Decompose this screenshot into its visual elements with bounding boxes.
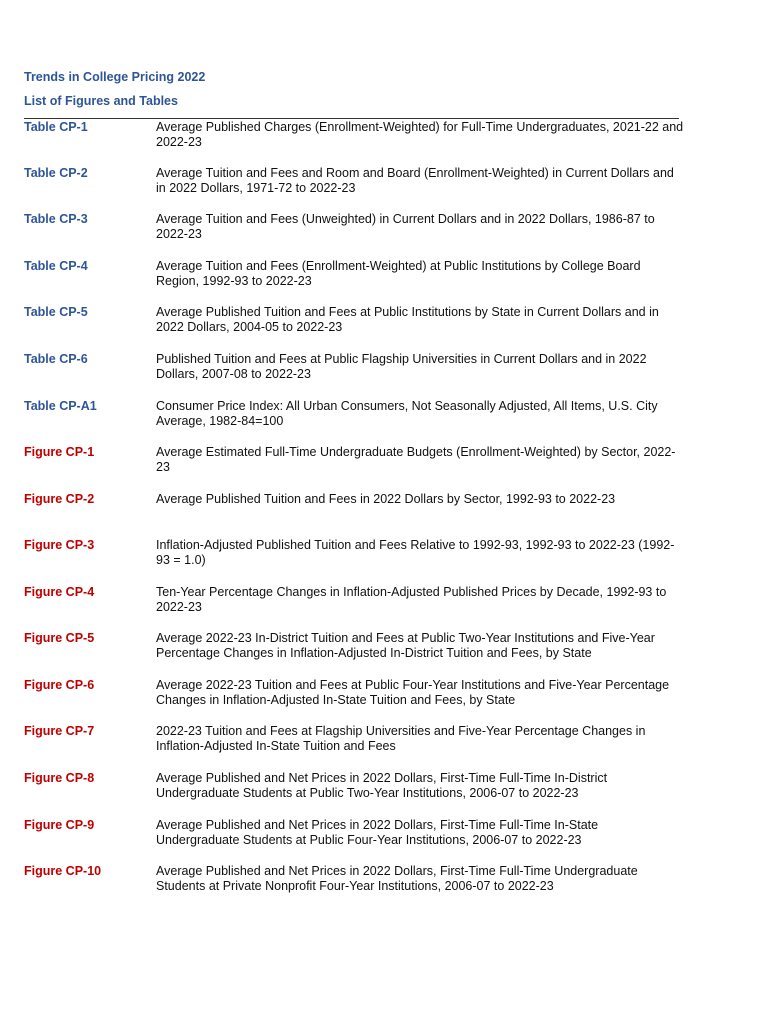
entry-label: Figure CP-2 <box>24 492 95 506</box>
entry-description: Average Published Tuition and Fees in 2022 Dollars by Sector, 1992-93 to 2022-23 <box>156 492 616 506</box>
entry-label: Figure CP-4 <box>24 585 95 599</box>
entry-label: Table CP-A1 <box>24 399 97 413</box>
header-rule <box>24 118 679 119</box>
entry-label: Figure CP-3 <box>24 538 95 552</box>
entry-label: Table CP-1 <box>24 120 88 134</box>
list-item-figure-cp-5 <box>24 631 684 671</box>
list-item-figure-cp-3 <box>24 538 684 578</box>
list-item-figure-cp-10 <box>24 864 684 904</box>
entry-label: Table CP-3 <box>24 212 88 226</box>
list-item-table-cp-6 <box>24 352 684 392</box>
entry-label: Table CP-5 <box>24 305 88 319</box>
entry-description: 2022-23 Tuition and Fees at Flagship Universities and Five-Year Percentage Changes in Inflation-Adjusted In-State Tuition and Fees <box>156 724 646 753</box>
entry-description: Average Tuition and Fees and Room and Board (Enrollment-Weighted) in Current Dollars and in 2022 Dollars, 1971-72 to 2022-23 <box>156 166 674 195</box>
entry-description: Average Estimated Full-Time Undergraduate Budgets (Enrollment-Weighted) by Sector, 2022-23 <box>156 445 676 474</box>
entry-description: Average 2022-23 In-District Tuition and Fees at Public Two-Year Institutions and Five-Year Percentage Changes in Inflation-Adjusted In-District Tuition and Fees, by State <box>156 631 655 660</box>
entry-description: Consumer Price Index: All Urban Consumers, Not Seasonally Adjusted, All Items, U.S. City Average, 1982-84=100 <box>156 399 658 428</box>
list-item-table-cp-3 <box>24 212 684 252</box>
entry-label: Figure CP-7 <box>24 724 95 738</box>
entry-description: Average Published and Net Prices in 2022 Dollars, First-Time Full-Time In-District Undergraduate Students at Public Two-Year Institutions, 2006-07 to 2022-23 <box>156 771 608 800</box>
entry-label: Figure CP-9 <box>24 818 95 832</box>
entry-description: Average 2022-23 Tuition and Fees at Public Four-Year Institutions and Five-Year Percentage Changes in Inflation-Adjusted In-State Tuition and Fees, by State <box>156 678 670 707</box>
list-item-figure-cp-7 <box>24 724 684 764</box>
list-item-table-cp-1 <box>24 120 684 160</box>
list-item-table-cp-4 <box>24 259 684 299</box>
entry-description: Inflation-Adjusted Published Tuition and Fees Relative to 1992-93, 1992-93 to 2022-23 (1992-93 = 1.0) <box>156 538 675 567</box>
entry-label: Figure CP-6 <box>24 678 95 692</box>
entry-label: Table CP-6 <box>24 352 88 366</box>
list-item-figure-cp-6 <box>24 678 684 718</box>
list-heading: List of Figures and Tables <box>24 94 178 108</box>
entry-description: Average Published and Net Prices in 2022 Dollars, First-Time Full-Time Undergraduate Students at Private Nonprofit Four-Year Institutions, 2006-07 to 2022-23 <box>156 864 638 893</box>
entry-description: Published Tuition and Fees at Public Flagship Universities in Current Dollars and in 2022 Dollars, 2007-08 to 2022-23 <box>156 352 647 381</box>
entry-description: Ten-Year Percentage Changes in Inflation-Adjusted Published Prices by Decade, 1992-93 to 2022-23 <box>156 585 667 614</box>
list-item-table-cp-5 <box>24 305 684 345</box>
list-item-table-cp-2 <box>24 166 684 206</box>
entry-label: Table CP-4 <box>24 259 88 273</box>
entry-label: Figure CP-10 <box>24 864 102 878</box>
entry-description: Average Tuition and Fees (Enrollment-Weighted) at Public Institutions by College Board Region, 1992-93 to 2022-23 <box>156 259 641 288</box>
entry-description: Average Published and Net Prices in 2022 Dollars, First-Time Full-Time In-State Undergraduate Students at Public Four-Year Institutions, 2006-07 to 2022-23 <box>156 818 599 847</box>
list-item-figure-cp-2 <box>24 492 684 532</box>
entry-label: Figure CP-1 <box>24 445 95 459</box>
entry-description: Average Published Charges (Enrollment-Weighted) for Full-Time Undergraduates, 2021-22 and 2022-23 <box>156 120 684 149</box>
entry-label: Figure CP-8 <box>24 771 95 785</box>
list-item-figure-cp-9 <box>24 818 684 858</box>
list-item-figure-cp-8 <box>24 771 684 811</box>
entry-description: Average Published Tuition and Fees at Public Institutions by State in Current Dollars and in 2022 Dollars, 2004-05 to 2022-23 <box>156 305 659 334</box>
entry-label: Figure CP-5 <box>24 631 95 645</box>
list-item-table-cp-a1 <box>24 399 684 439</box>
list-item-figure-cp-4 <box>24 585 684 625</box>
entry-label: Table CP-2 <box>24 166 88 180</box>
entry-description: Average Tuition and Fees (Unweighted) in Current Dollars and in 2022 Dollars, 1986-87 to 2022-23 <box>156 212 655 241</box>
list-item-figure-cp-1 <box>24 445 684 485</box>
document-title: Trends in College Pricing 2022 <box>24 70 206 84</box>
